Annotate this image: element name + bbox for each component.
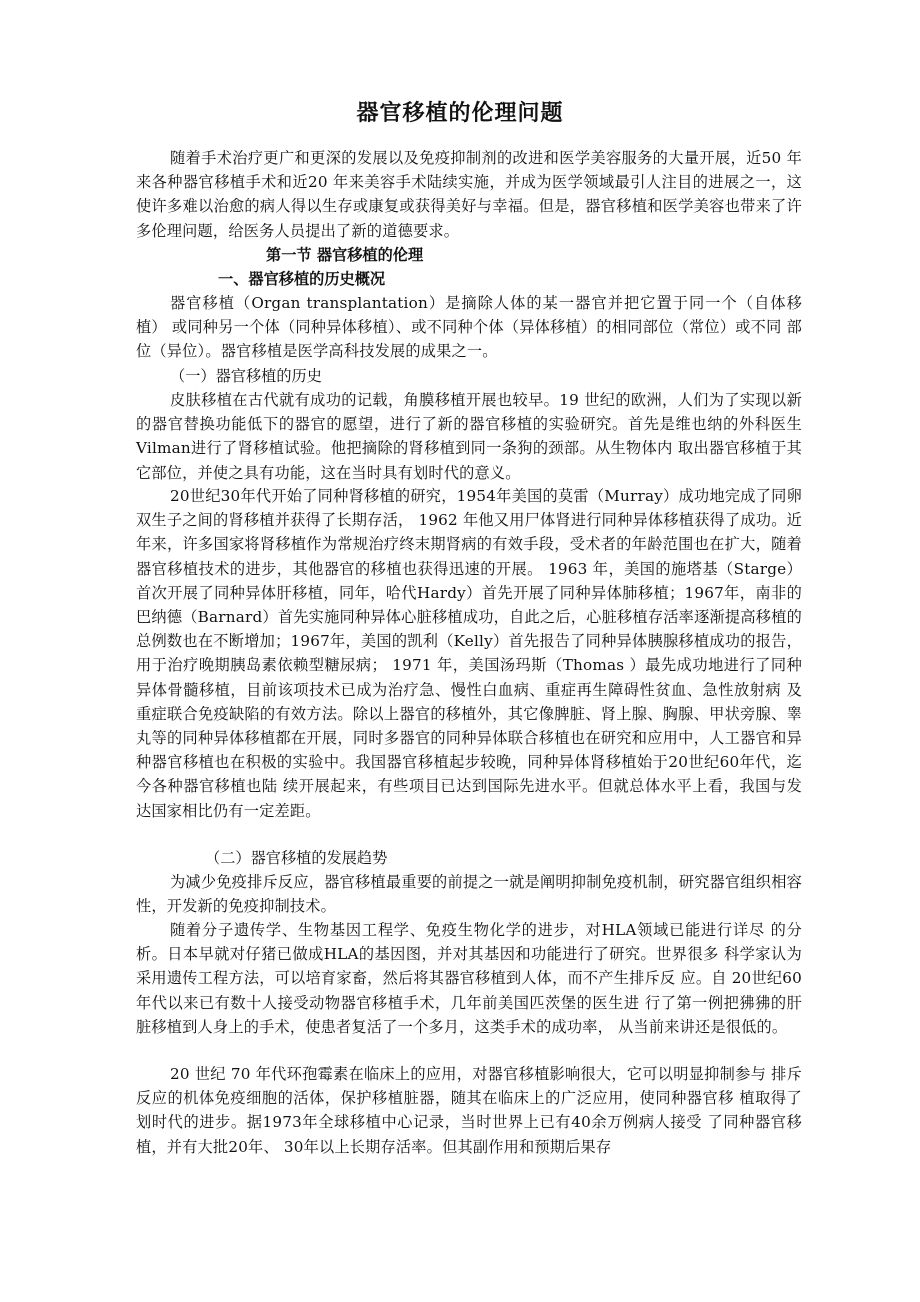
history-paragraph-1: 皮肤移植在古代就有成功的记载，角膜移植开展也较早。19 世纪的欧洲，人们为了实现以新的器官替换功能低下的器官的愿望，进行了新的器官移植的实验研究。首先是维也纳的外科医生Vilman进行了肾移植试验。他把摘除的肾移植到同一条狗的颈部。从生物体内 取出器官移植于其它部位，并使之具有功能，这在当时具有划时代的意义。: [136, 391, 802, 482]
trend-paragraph-3: 20 世纪 70 年代环孢霉素在临床上的应用，对器官移植影响很大，它可以明显抑制参与 排斥反应的机体免疫细胞的活体，保护移植脏器，随其在临床上的广泛应用，使同种器官移 植取得了划时代的进步。据1973年全球移植中心记录，当时世界上已有40余万例病人接受 了同种器官移植，并有大批20年、 30年以上长期存活率。但其副作用和预期后果存: [136, 1065, 802, 1156]
trend-paragraph-2: 随着分子遗传学、生物基因工程学、免疫生物化学的进步，对HLA领域已能进行详尽 的分析。日本早就对仔猪已做成HLA的基因图，并对其基因和功能进行了研究。世界很多 科学家认为采用遗传工程方法，可以培育家畜，然后将其器官移植到人体，而不产生排斥反 应。自 20世纪60年代以来已有数十人接受动物器官移植手术，几年前美国匹茨堡的医生进 行了第一例把狒狒的肝脏移植到人身上的手术，使患者复活了一个多月，这类手术的成功率， 从当前来讲还是很低的。: [136, 921, 802, 1036]
trend-heading: （二）器官移植的发展趋势: [205, 849, 388, 867]
document-title: 器官移植的伦理问题: [356, 101, 564, 126]
intro-paragraph: 随着手术治疗更广和更深的发展以及免疫抑制剂的改进和医学美容服务的大量开展，近50 年来各种器官移植手术和近20 年来美容手术陆续实施，并成为医学领域最引人注目的进展之一，这使许多难以治愈的病人得以生存或康复或获得美好与幸福。但是，器官移植和医学美容也带来了许多伦理问题，给医务人员提出了新的道德要求。: [136, 149, 802, 240]
definition-paragraph: 器官移植（Organ transplantation）是摘除人体的某一器官并把它置于同一个（自体移植） 或同种另一个体（同种异体移植）、或不同种个体（异体移植）的相同部位（常位）或不同 部位（异位）。器官移植是医学高科技发展的成果之一。: [136, 294, 802, 361]
history-heading: （一）器官移植的历史: [170, 367, 322, 385]
history-paragraph-2: 20世纪30年代开始了同种肾移植的研究，1954年美国的莫雷（Murray）成功地完成了同卵双生子之间的肾移植并获得了长期存活， 1962 年他又用尸体肾进行同种异体移植获得了成功。近年来，许多国家将肾移植作为常规治疗终末期肾病的有效手段，受术者的年龄范围也在扩大，随着器官移植技术的进步，其他器官的移植也获得迅速的开展。 1963 年，美国的施塔基（Starge）首次开展了同种异体肝移植，同年，哈代Hardy）首先开展了同种异体肺移植；1967年，南非的巴纳德（Barnard）首先实施同种异体心脏移植成功，自此之后，心脏移植存活率逐渐提高移植的总例数也在不断增加；1967年，美国的凯利（Kelly）首先报告了同种异体胰腺移植成功的报告，用于治疗晚期胰岛素依赖型糖尿病； 1971 年，美国汤玛斯（Thomas ）最先成功地进行了同种异体骨髓移植，目前该项技术已成为治疗急、慢性白血病、重症再生障碍性贫血、急性放射病 及重症联合免疫缺陷的有效方法。除以上器官的移植外，其它像脾脏、肾上腺、胸腺、甲状旁腺、睾丸等的同种异体移植都在开展，同时多器官的同种异体联合移植也在研究和应用中，人工器官和异种器官移植也在积极的实验中。我国器官移植起步较晚，同种异体肾移植始于20世纪60年代，迄今各种器官移植也陆 续开展起来，有些项目已达到国际先进水平。但就总体水平上看，我国与发达国家相比仍有一定差距。: [136, 487, 802, 820]
trend-paragraph-1: 为减少免疫排斥反应，器官移植最重要的前提之一就是阐明抑制免疫机制，研究器官组织相容性，开发新的免疫抑制技术。: [136, 873, 802, 916]
subsection-title-history-overview: 一、器官移植的历史概况: [218, 270, 386, 288]
section-title: 第一节 器官移植的伦理: [266, 246, 424, 264]
